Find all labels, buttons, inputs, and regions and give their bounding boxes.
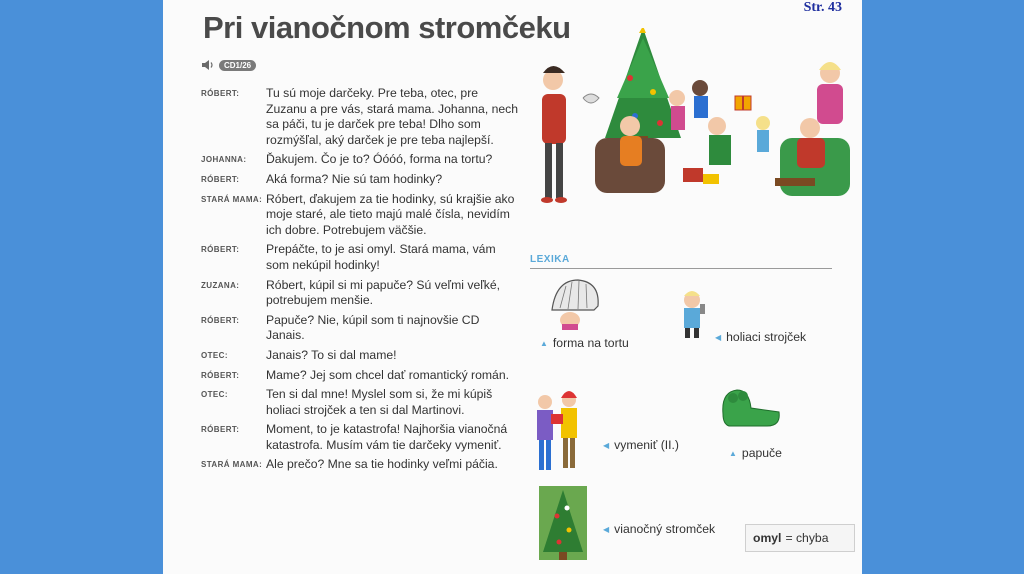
vocabulary-note (745, 524, 855, 552)
slippers-image (719, 384, 783, 432)
page-number: Str. 43 (803, 0, 842, 15)
dialogue-line (201, 368, 521, 384)
dialogue-line (201, 313, 521, 344)
triangle-icon: ◀ (715, 333, 722, 342)
speaker-name: ZUZANA: (201, 280, 240, 290)
speech-text: Ten si dal mne! Myslel som si, že mi kúpiš holiaci strojček a ten si dal Martinovi. (266, 387, 493, 417)
dialogue-line (201, 192, 521, 239)
cake-mold-image (546, 276, 604, 330)
speaker-name: STARÁ MAMA: (201, 194, 263, 204)
speech-text: Prepáčte, to je asi omyl. Stará mama, vám som nekúpil hodinky! (266, 242, 496, 272)
speaker-name: RÓBERT: (201, 425, 240, 435)
note-term: omyl (753, 531, 782, 545)
speaker-name: OTEC: (201, 350, 228, 360)
lexika-item-vymenit: ◀ vymeniť (II.) (603, 438, 679, 452)
dialogue (201, 86, 521, 477)
dialogue-line (201, 422, 521, 453)
speaker-icon (201, 59, 215, 71)
dialogue-line (201, 348, 521, 364)
speech-text: Róbert, kúpil si mi papuče? Sú veľmi veľké, potrebujem menšie. (266, 277, 501, 308)
speaker-name: RÓBERT: (201, 315, 240, 325)
dialogue-line (201, 387, 521, 418)
speech-text: Mame? Jej som chcel dať romantický román. (266, 367, 509, 382)
speaker-name: RÓBERT: (201, 89, 240, 98)
dialogue-line (201, 172, 521, 188)
note-definition: = chyba (785, 531, 829, 545)
speech-text: Janais? To si dal mame! (266, 347, 397, 362)
speech-text: Aká forma? Nie sú tam hodinky? (266, 171, 443, 186)
dialogue-line (201, 278, 521, 309)
dialogue-line (201, 457, 521, 473)
christmas-family-illustration (525, 28, 855, 213)
lexika-divider (530, 268, 832, 269)
textbook-page (163, 0, 862, 574)
christmas-tree-image (539, 486, 587, 560)
speaker-name: RÓBERT: (201, 245, 240, 255)
lexika-item-strojcek: ◀ holiaci strojček (715, 330, 807, 344)
lexika-item-stromcek: ◀ vianočný stromček (603, 522, 716, 536)
speech-text: Tu sú moje darčeky. Pre teba, otec, pre Zuzanu a pre vás, stará mama. Johanna, nech sa páči, tu je darček pre teba! Dlho som rozmýšľal, aký darček je pre teba najlepší. (266, 86, 519, 147)
boy-shaver-image (674, 288, 710, 340)
speaker-name: RÓBERT: (201, 370, 240, 380)
speech-text: Ale prečo? Mne sa tie hodinky veľmi páčia. (266, 457, 498, 472)
exchange-gifts-image (531, 386, 591, 476)
dialogue-line (201, 152, 521, 168)
speech-text: Moment, to je katastrofa! Najhoršia vianočná katastrofa. Musím vám tie darčeky vymeniť. (266, 422, 508, 452)
speech-text: Róbert, ďakujem za tie hodinky, sú krajšie ako moje staré, ale tieto majú malé čísla, nevidím ich dobre. Potrebujem väčšie. (266, 191, 515, 237)
lexika-item-forma: ▲ forma na tortu (540, 336, 629, 350)
dialogue-line (201, 242, 521, 273)
speaker-name: JOHANNA: (201, 155, 247, 165)
lexika-heading: LEXIKA (530, 254, 570, 265)
audio-track[interactable] (201, 59, 256, 71)
dialogue-line (201, 86, 521, 148)
speaker-name: RÓBERT: (201, 174, 240, 184)
speaker-name: STARÁ MAMA: (201, 460, 263, 470)
triangle-icon: ◀ (603, 525, 610, 534)
speech-text: Ďakujem. Čo je to? Óóóó, forma na tortu? (266, 152, 493, 167)
triangle-icon: ▲ (540, 339, 548, 348)
lexika-item-papuce: ▲ papuče (729, 446, 782, 460)
speaker-name: OTEC: (201, 390, 228, 400)
cd-track-badge: CD1/26 (219, 60, 256, 71)
triangle-icon: ◀ (603, 441, 610, 450)
page-title: Pri vianočnom stromčeku (203, 10, 571, 45)
speech-text: Papuče? Nie, kúpil som ti najnovšie CD Janais. (266, 312, 480, 343)
triangle-icon: ▲ (729, 449, 737, 458)
